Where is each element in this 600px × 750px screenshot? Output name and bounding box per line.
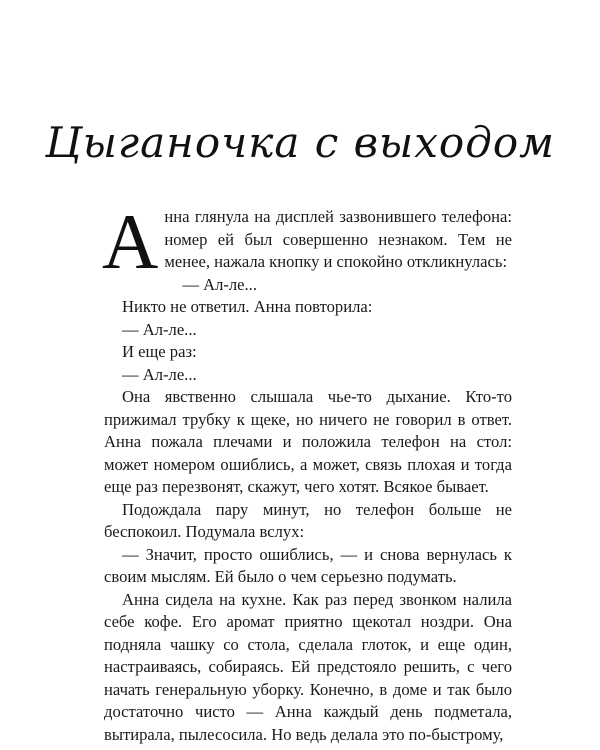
paragraph-4: — Ал-ле... xyxy=(122,319,197,339)
drop-cap: А xyxy=(102,198,159,285)
chapter-title: Цыганочка с выходом xyxy=(45,118,555,167)
paragraph-9: — Значит, просто ошиблись, — и снова вернулась к своим мыслям. Ей было о чем серьезно подумать. xyxy=(104,544,512,586)
paragraph-10: Анна сидела на кухне. Как раз перед звонком налила себе кофе. Его аромат приятно щекотал ноздри. Она подняла чашку со стола, сделала глоток, и еще один, настраиваясь, собираясь. Ей предстояло решить, с чего начать генеральную уборку. Конечно, в доме и так было достаточно чисто — Анна каждый день подметала, вытирала, пылесосила. Но ведь делала это по-быстрому, xyxy=(104,589,512,744)
paragraph-3: Никто не ответил. Анна повторила: xyxy=(122,297,373,316)
paragraph-8: Подождала пару минут, но телефон больше не беспокоил. Подумала вслух: xyxy=(104,499,512,541)
paragraph-6: — Ал-ле... xyxy=(122,364,197,384)
paragraph-5: И еще раз: xyxy=(122,342,197,361)
paragraph-2: — Ал-ле... xyxy=(182,274,257,294)
paragraph-1-text: нна глянула на дисплей зазвонившего телефона: номер ей был совершенно незнаком. Тем не менее, нажала кнопку и спокойно откликнулась: xyxy=(164,207,512,271)
body-text xyxy=(102,198,512,746)
paragraph-7: Она явственно слышала чье-то дыхание. Кто-то прижимал трубку к щеке, но ничего не говорил в ответ. Анна пожала плечами и положила телефон на стол: может номером ошиблись, а может, связь плохая и тогда еще раз перезвонят, скажут, чего хотят. Всякое бывает. xyxy=(104,387,512,496)
